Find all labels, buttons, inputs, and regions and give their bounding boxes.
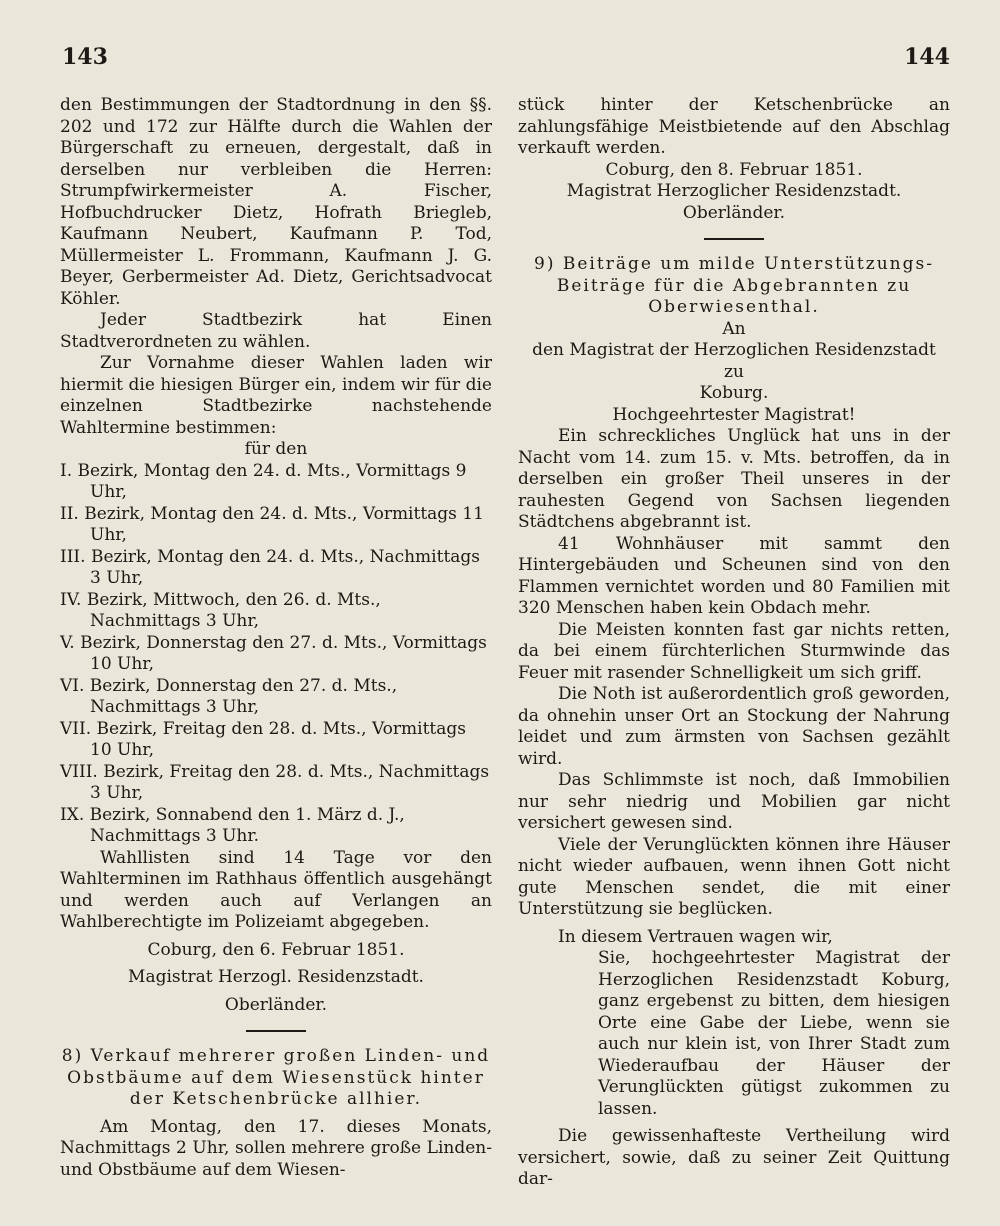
district-item: III. Bezirk, Montag den 24. d. Mts., Nachmittags 3 Uhr,: [60, 546, 481, 588]
letter-paragraph: Die Meisten konnten fast gar nichts retten, da bei einem fürchterlichen Sturmwinde das Feuer mit rasender Schnelligkeit um sich griff.: [518, 619, 950, 683]
section-heading-9: 9) Beiträge um milde Unterstützungs-Beiträge für die Abgebrannten zu Oberwiesenthal.: [534, 254, 934, 317]
letter-an: An: [722, 318, 746, 339]
paragraph-election-rules: den Bestimmungen der Stadtordnung in den §§. 202 und 172 zur Hälfte durch die Wahlen der Bürgerschaft zu erneuen, dergestalt, daß in derselben nur verbleiben die Herren: Strumpfwirkermeister A. Fischer, Hofbuchdrucker Dietz, Hofrath Briegleb, Kaufmann Neubert, Kaufmann P. Tod, Müllermeister L. Frommann, Kaufmann J. G. Beyer, Gerbermeister Ad. Dietz, Gerichtsadvocat Köhler.: [60, 95, 492, 309]
district-item: VIII. Bezirk, Freitag den 28. d. Mts., Nachmittags 3 Uhr,: [60, 761, 490, 803]
district-item: II. Bezirk, Montag den 24. d. Mts., Vormittags 11 Uhr,: [60, 503, 484, 545]
date-line: Coburg, den 6. Februar 1851.: [147, 939, 405, 960]
paragraph-tree-sale-continued: stück hinter der Ketschenbrücke an zahlungsfähige Meistbietende auf den Abschlag verkauft werden.: [518, 95, 950, 158]
page-number-left: 143: [62, 44, 108, 70]
district-list: [60, 461, 492, 848]
district-item: VII. Bezirk, Freitag den 28. d. Mts., Vormittags 10 Uhr,: [60, 718, 467, 760]
authority-line: Magistrat Herzogl. Residenzstadt.: [128, 967, 424, 987]
fur-den-label: für den: [244, 439, 308, 459]
letter-city: Koburg.: [699, 383, 769, 403]
letter-paragraph: In diesem Vertrauen wagen wir,: [558, 926, 833, 947]
letter-addressee: den Magistrat der Herzoglichen Residenzstadt: [532, 340, 936, 360]
signature: Oberländer.: [682, 202, 786, 223]
letter-paragraph: 41 Wohnhäuser mit sammt den Hintergebäuden und Scheunen sind von den Flammen vernichtet worden und 80 Familien mit 320 Menschen haben kein Obdach mehr.: [518, 533, 950, 618]
paragraph-voter-lists: Wahllisten sind 14 Tage vor den Wahlterminen im Rathhaus öffentlich ausgehängt und werden auch auf Verlangen an Wahlberechtigte im Polizeiamt abgegeben.: [60, 847, 492, 932]
letter-zu: zu: [724, 361, 744, 382]
paragraph-tree-sale: Am Montag, den 17. dieses Monats, Nachmittags 2 Uhr, sollen mehrere große Linden- und Obstbäume auf dem Wiesen-: [60, 1116, 492, 1180]
right-column: [518, 95, 950, 1191]
letter-paragraph: Die gewissenhafteste Vertheilung wird versichert, sowie, daß zu seiner Zeit Quittung dar-: [518, 1126, 950, 1189]
letter-paragraph: Sie, hochgeehrtester Magistrat der Herzoglichen Residenzstadt Koburg, ganz ergebenst zu bitten, dem hiesigen Orte eine Gabe der Liebe, wenn sie auch nur klein ist, von Ihrer Stadt zum Wiederaufbau der Häuser der Verunglückten gütigst zukommen zu lassen.: [598, 948, 950, 1119]
letter-paragraph: Das Schlimmste ist noch, daß Immobilien nur sehr niedrig und Mobilien gar nicht versichert gewesen sind.: [518, 770, 950, 833]
section-heading-8: 8) Verkauf mehrerer großen Linden- und Obstbäume auf dem Wiesenstück hinter der Ketschenbrücke allhier.: [61, 1046, 491, 1109]
section-divider: [246, 1030, 306, 1032]
signature: Oberländer.: [224, 994, 328, 1015]
district-item: V. Bezirk, Donnerstag den 27. d. Mts., Vormittags 10 Uhr,: [60, 632, 487, 674]
district-item: IV. Bezirk, Mittwoch, den 26. d. Mts., Nachmittags 3 Uhr,: [60, 589, 381, 631]
paragraph-invitation: Zur Vornahme dieser Wahlen laden wir hiermit die hiesigen Bürger ein, indem wir für die einzelnen Stadtbezirke nachstehende Wahltermine bestimmen:: [60, 353, 492, 438]
district-item: VI. Bezirk, Donnerstag den 27. d. Mts., Nachmittags 3 Uhr,: [60, 675, 398, 717]
letter-request-block: [518, 948, 950, 1120]
date-line: Coburg, den 8. Februar 1851.: [605, 159, 863, 180]
section-divider: [704, 238, 764, 240]
district-item: I. Bezirk, Montag den 24. d. Mts., Vormittags 9 Uhr,: [60, 460, 467, 502]
page-number-right: 144: [904, 44, 950, 70]
letter-paragraph: Ein schreckliches Unglück hat uns in der Nacht vom 14. zum 15. v. Mts. betroffen, da in derselben ein großer Theil unseres in der rauhesten Gegend von Sachsen liegenden Städtchens abgebrannt ist.: [518, 426, 950, 532]
letter-paragraph: Viele der Verunglückten können ihre Häuser nicht wieder aufbauen, wenn ihnen Gott nicht gute Menschen sendet, die mit einer Unterstützung sie beglücken.: [518, 834, 950, 919]
letter-salutation: Hochgeehrtester Magistrat!: [612, 404, 856, 425]
authority-line: Magistrat Herzoglicher Residenzstadt.: [566, 181, 902, 201]
paragraph-one-councillor: Jeder Stadtbezirk hat Einen Stadtverordneten zu wählen.: [60, 310, 492, 352]
left-column: [60, 95, 492, 1181]
letter-paragraph: Die Noth ist außerordentlich groß geworden, da ohnehin unser Ort an Stockung der Nahrung leidet und zum ärmsten von Sachsen gezählt wird.: [518, 684, 950, 769]
district-item: IX. Bezirk, Sonnabend den 1. März d. J., Nachmittags 3 Uhr.: [60, 804, 405, 846]
